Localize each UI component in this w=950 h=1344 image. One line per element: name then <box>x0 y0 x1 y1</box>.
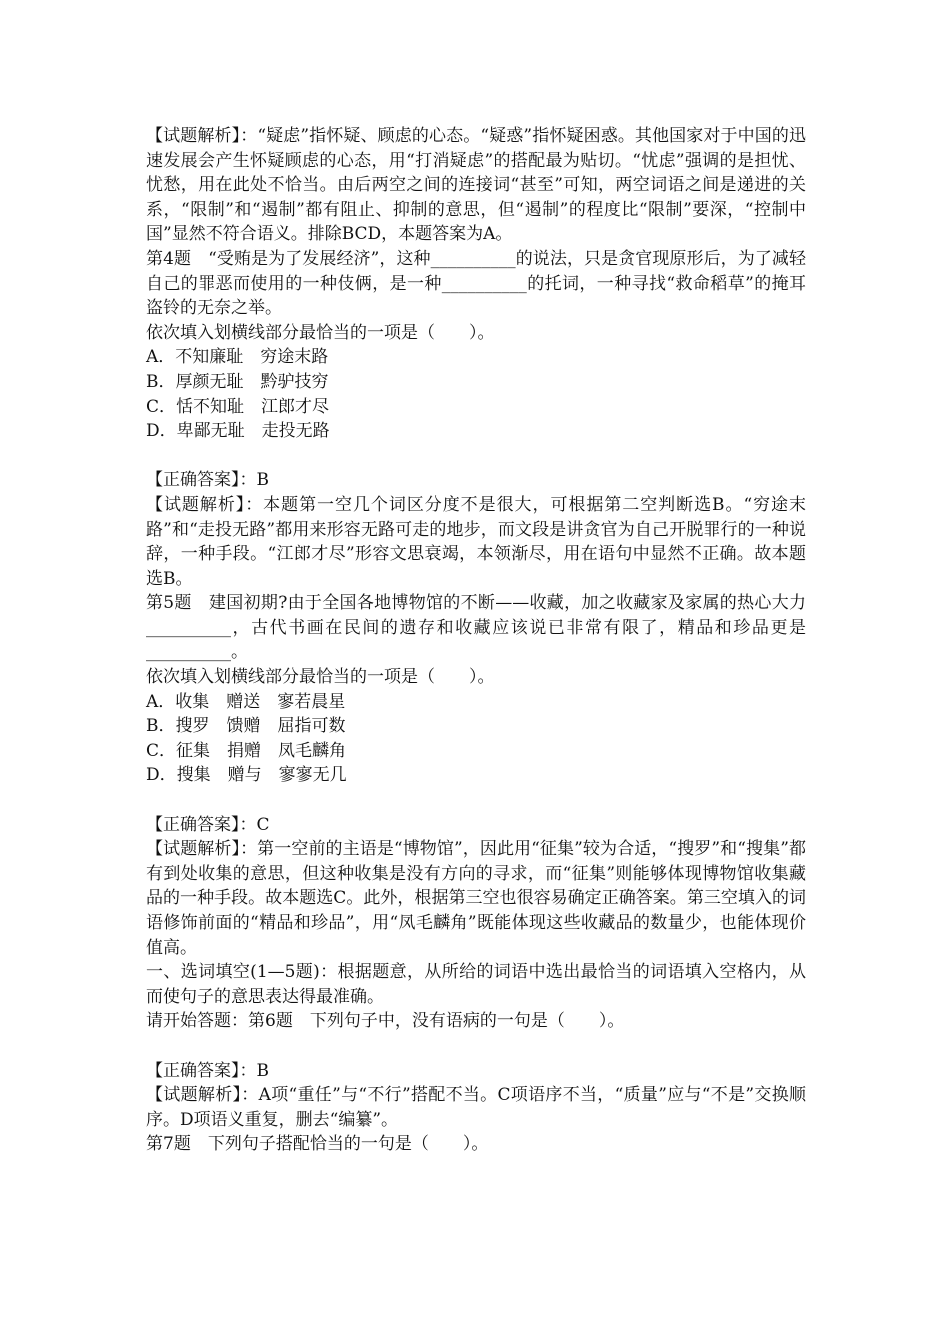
question-5-prompt: 依次填入划横线部分最恰当的一项是（ ）。 <box>146 667 495 688</box>
question-5-analysis: 【试题解析】：第一空前的主语是“博物馆”，因此用“征集”较为合适，“搜罗”和“搜集”都有到处收集的意思，但这种收集是没有方向的寻求，而“征集”则能够体现博物馆收集藏品的一种手段。故本题选C。此外，根据第三空也很容易确定正确答案。第三空填入的词语修饰前面的“精品和珍品”，用“凤毛麟角”既能体现这些收藏品的数量少，也能体现价值高。 <box>146 839 806 958</box>
spacer <box>146 788 806 813</box>
document-page <box>146 124 806 1157</box>
question-4-prompt: 依次填入划横线部分最恰当的一项是（ ）。 <box>146 322 495 343</box>
question-5-option-d: D．搜集 赠与 寥寥无几 <box>146 765 347 786</box>
section-instruction: 一、选词填空(1—5题)：根据题意，从所给的词语中选出最恰当的词语填入空格内，从而使句子的意思表达得最准确。 <box>146 962 806 1007</box>
question-4-option-d: D．卑鄙无耻 走投无路 <box>146 421 330 442</box>
spacer <box>146 1034 806 1059</box>
question-5-option-b: B．搜罗 馈赠 屈指可数 <box>146 716 346 737</box>
question-5-option-a: A．收集 赠送 寥若晨星 <box>146 691 346 712</box>
question-6-stem: 请开始答题：第6题 下列句子中，没有语病的一句是（ ）。 <box>146 1011 625 1032</box>
question-4-option-b: B．厚颜无耻 黔驴技穷 <box>146 371 329 392</box>
question-4-option-c: C．恬不知耻 江郎才尽 <box>146 396 330 417</box>
question-4-stem: 第4题 “受贿是为了发展经济”，这种__________的说法，只是贪官现原形后，为了减轻自己的罪恶而使用的一种伎俩，是一种__________的托词，一种寻找“救命稻草”的掩耳盗铃的无奈之举。 <box>146 248 806 319</box>
analysis-paragraph-q3: 【试题解析】：“疑虑”指怀疑、顾虑的心态。“疑惑”指怀疑困惑。其他国家对于中国的迅速发展会产生怀疑顾虑的心态，用“打消疑虑”的搭配最为贴切。“忧虑”强调的是担忧、忧愁，用在此处不恰当。由后两空之间的连接词“甚至”可知，两空词语之间是递进的关系，“限制”和“遏制”都有阻止、抑制的意思，但“遏制”的程度比“限制”要深，“控制中国”显然不符合语义。排除BCD，本题答案为A。 <box>146 126 806 245</box>
question-6-answer: 【正确答案】：B <box>146 1060 269 1081</box>
question-4-analysis: 【试题解析】：本题第一空几个词区分度不是很大，可根据第二空判断选B。“穷途末路”和“走投无路”都用来形容无路可走的地步，而文段是讲贪官为自己开脱罪行的一种说辞，一种手段。“江郎才尽”形容文思衰竭，本领渐尽，用在语句中显然不正确。故本题选B。 <box>146 494 806 589</box>
question-5-option-c: C．征集 捐赠 凤毛麟角 <box>146 740 347 761</box>
question-4-option-a: A．不知廉耻 穷途末路 <box>146 347 329 368</box>
question-5-stem: 第5题 建国初期?由于全国各地博物馆的不断——收藏，加之收藏家及家属的热心大力__________，古代书画在民间的遗存和收藏应该说已非常有限了，精品和珍品更是__________。 <box>146 593 806 663</box>
question-6-analysis: 【试题解析】：A项“重任”与“不行”搭配不当。C项语序不当，“质量”应与“不是”交换顺序。D项语义重复，删去“编纂”。 <box>146 1085 806 1130</box>
question-4-answer: 【正确答案】：B <box>146 470 269 491</box>
question-7-stem: 第7题 下列句子搭配恰当的一句是（ ）。 <box>146 1134 489 1155</box>
question-5-answer: 【正确答案】：C <box>146 814 270 835</box>
spacer <box>146 444 806 469</box>
